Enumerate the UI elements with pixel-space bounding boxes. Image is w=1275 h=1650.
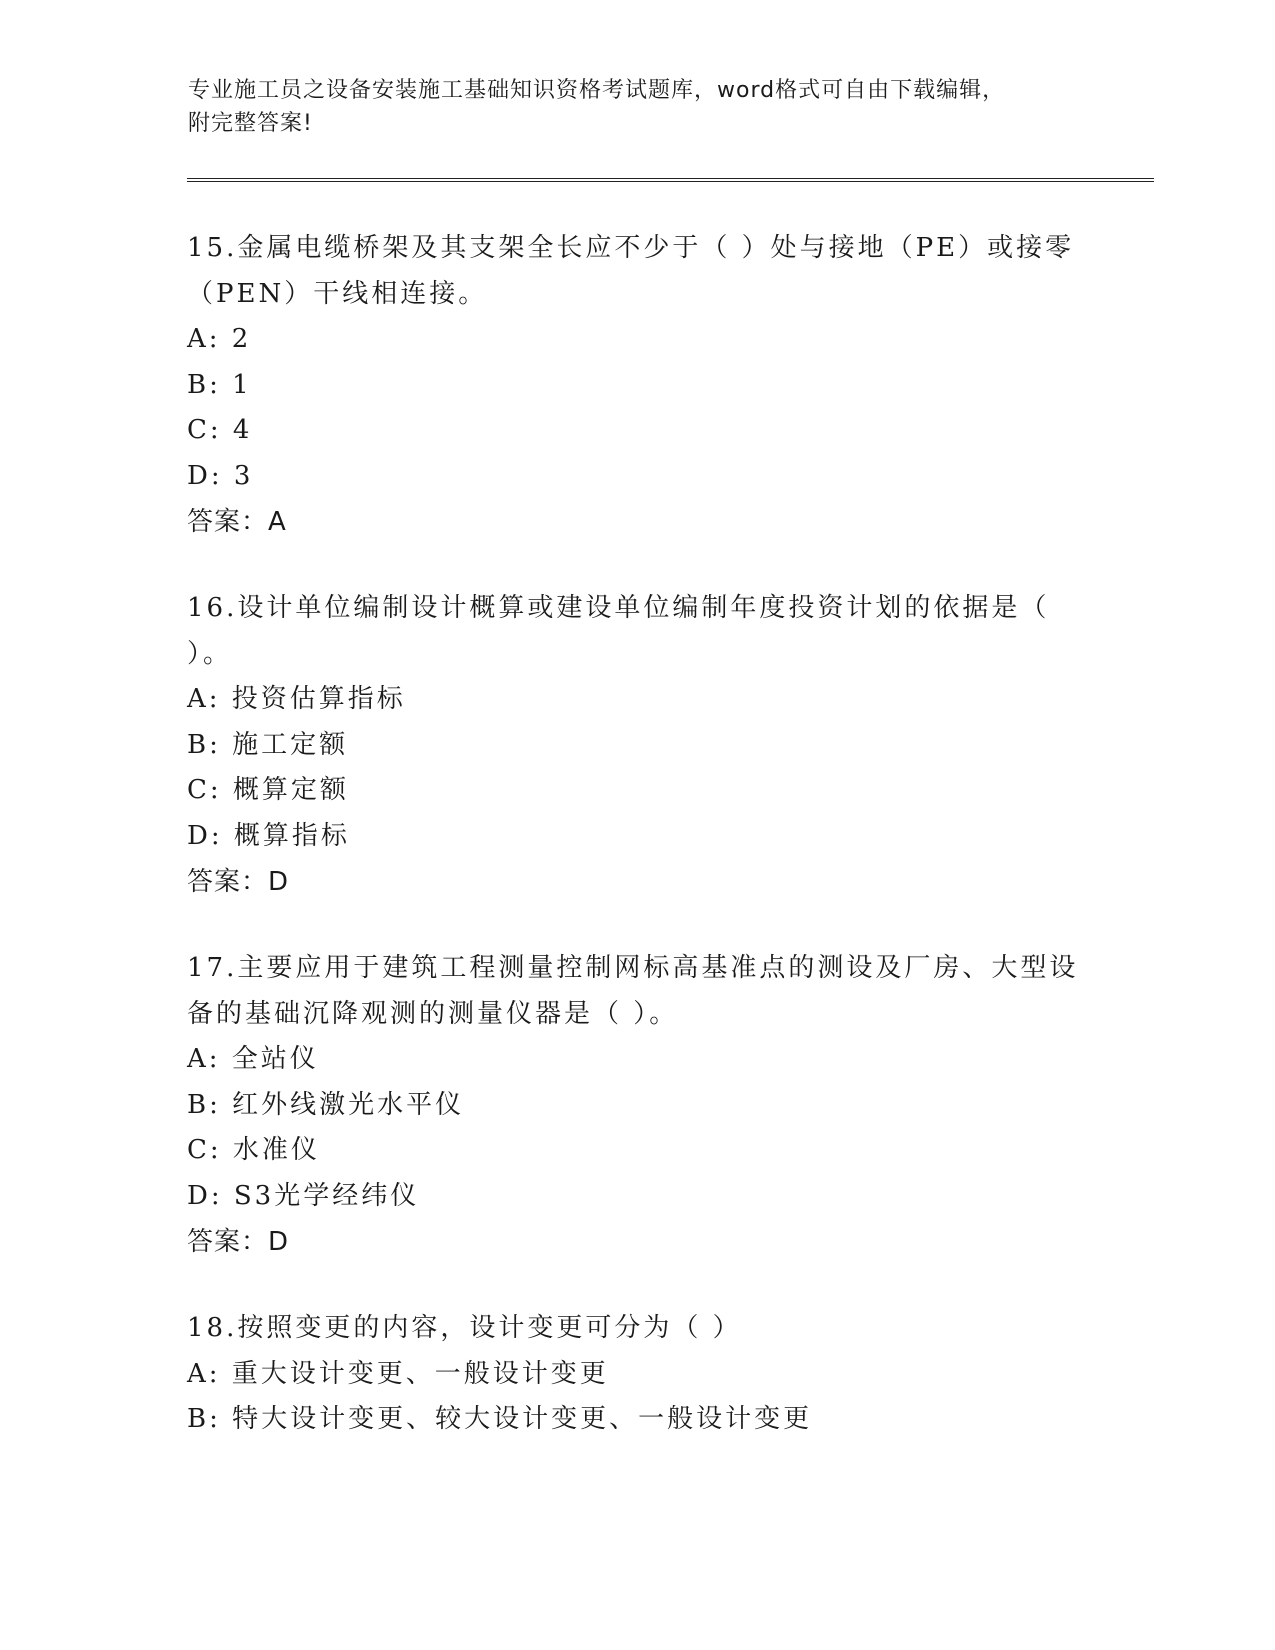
header-line-1: 专业施工员之设备安装施工基础知识资格考试题库，word格式可自由下载编辑， (188, 78, 1006, 103)
option-c: C: 4 (187, 415, 253, 446)
question-18 (187, 1306, 1087, 1443)
question-text: 备的基础沉降观测的测量仪器是（ ）。 (187, 998, 679, 1029)
question-15 (187, 226, 1087, 545)
answer: 答案：A (187, 506, 287, 537)
question-text: （PEN）干线相连接。 (187, 278, 488, 309)
option-a: A: 投资估算指标 (187, 684, 406, 715)
header-line-2: 附完整答案! (188, 111, 313, 136)
option-c: C: 水准仪 (187, 1135, 320, 1166)
question-text: 17.主要应用于建筑工程测量控制网标高基准点的测设及厂房、大型设 (187, 953, 1079, 983)
option-b: B: 红外线激光水平仪 (187, 1089, 465, 1120)
answer: 答案：D (187, 866, 290, 897)
option-b: B: 1 (187, 369, 252, 400)
option-d: D: 概算指标 (187, 820, 350, 851)
answer: 答案：D (187, 1226, 290, 1257)
option-a: A: 重大设计变更、一般设计变更 (187, 1358, 609, 1389)
question-17 (187, 946, 1087, 1265)
question-text: 18.按照变更的内容，设计变更可分为（ ） (187, 1313, 742, 1343)
question-text: 15.金属电缆桥架及其支架全长应不少于（ ）处与接地（PE）或接零 (187, 233, 1075, 263)
header-divider (187, 178, 1154, 182)
document-header (188, 74, 1088, 140)
option-a: A: 2 (187, 324, 252, 355)
option-b: B: 特大设计变更、较大设计变更、一般设计变更 (187, 1404, 813, 1435)
option-c: C: 概算定额 (187, 775, 349, 806)
question-16 (187, 586, 1087, 905)
option-d: D: S3光学经纬仪 (187, 1180, 420, 1211)
option-b: B: 施工定额 (187, 729, 349, 760)
option-a: A: 全站仪 (187, 1044, 319, 1075)
option-d: D: 3 (187, 460, 254, 491)
question-text: ）。 (187, 638, 233, 669)
question-text: 16.设计单位编制设计概算或建设单位编制年度投资计划的依据是（ (187, 593, 1050, 623)
